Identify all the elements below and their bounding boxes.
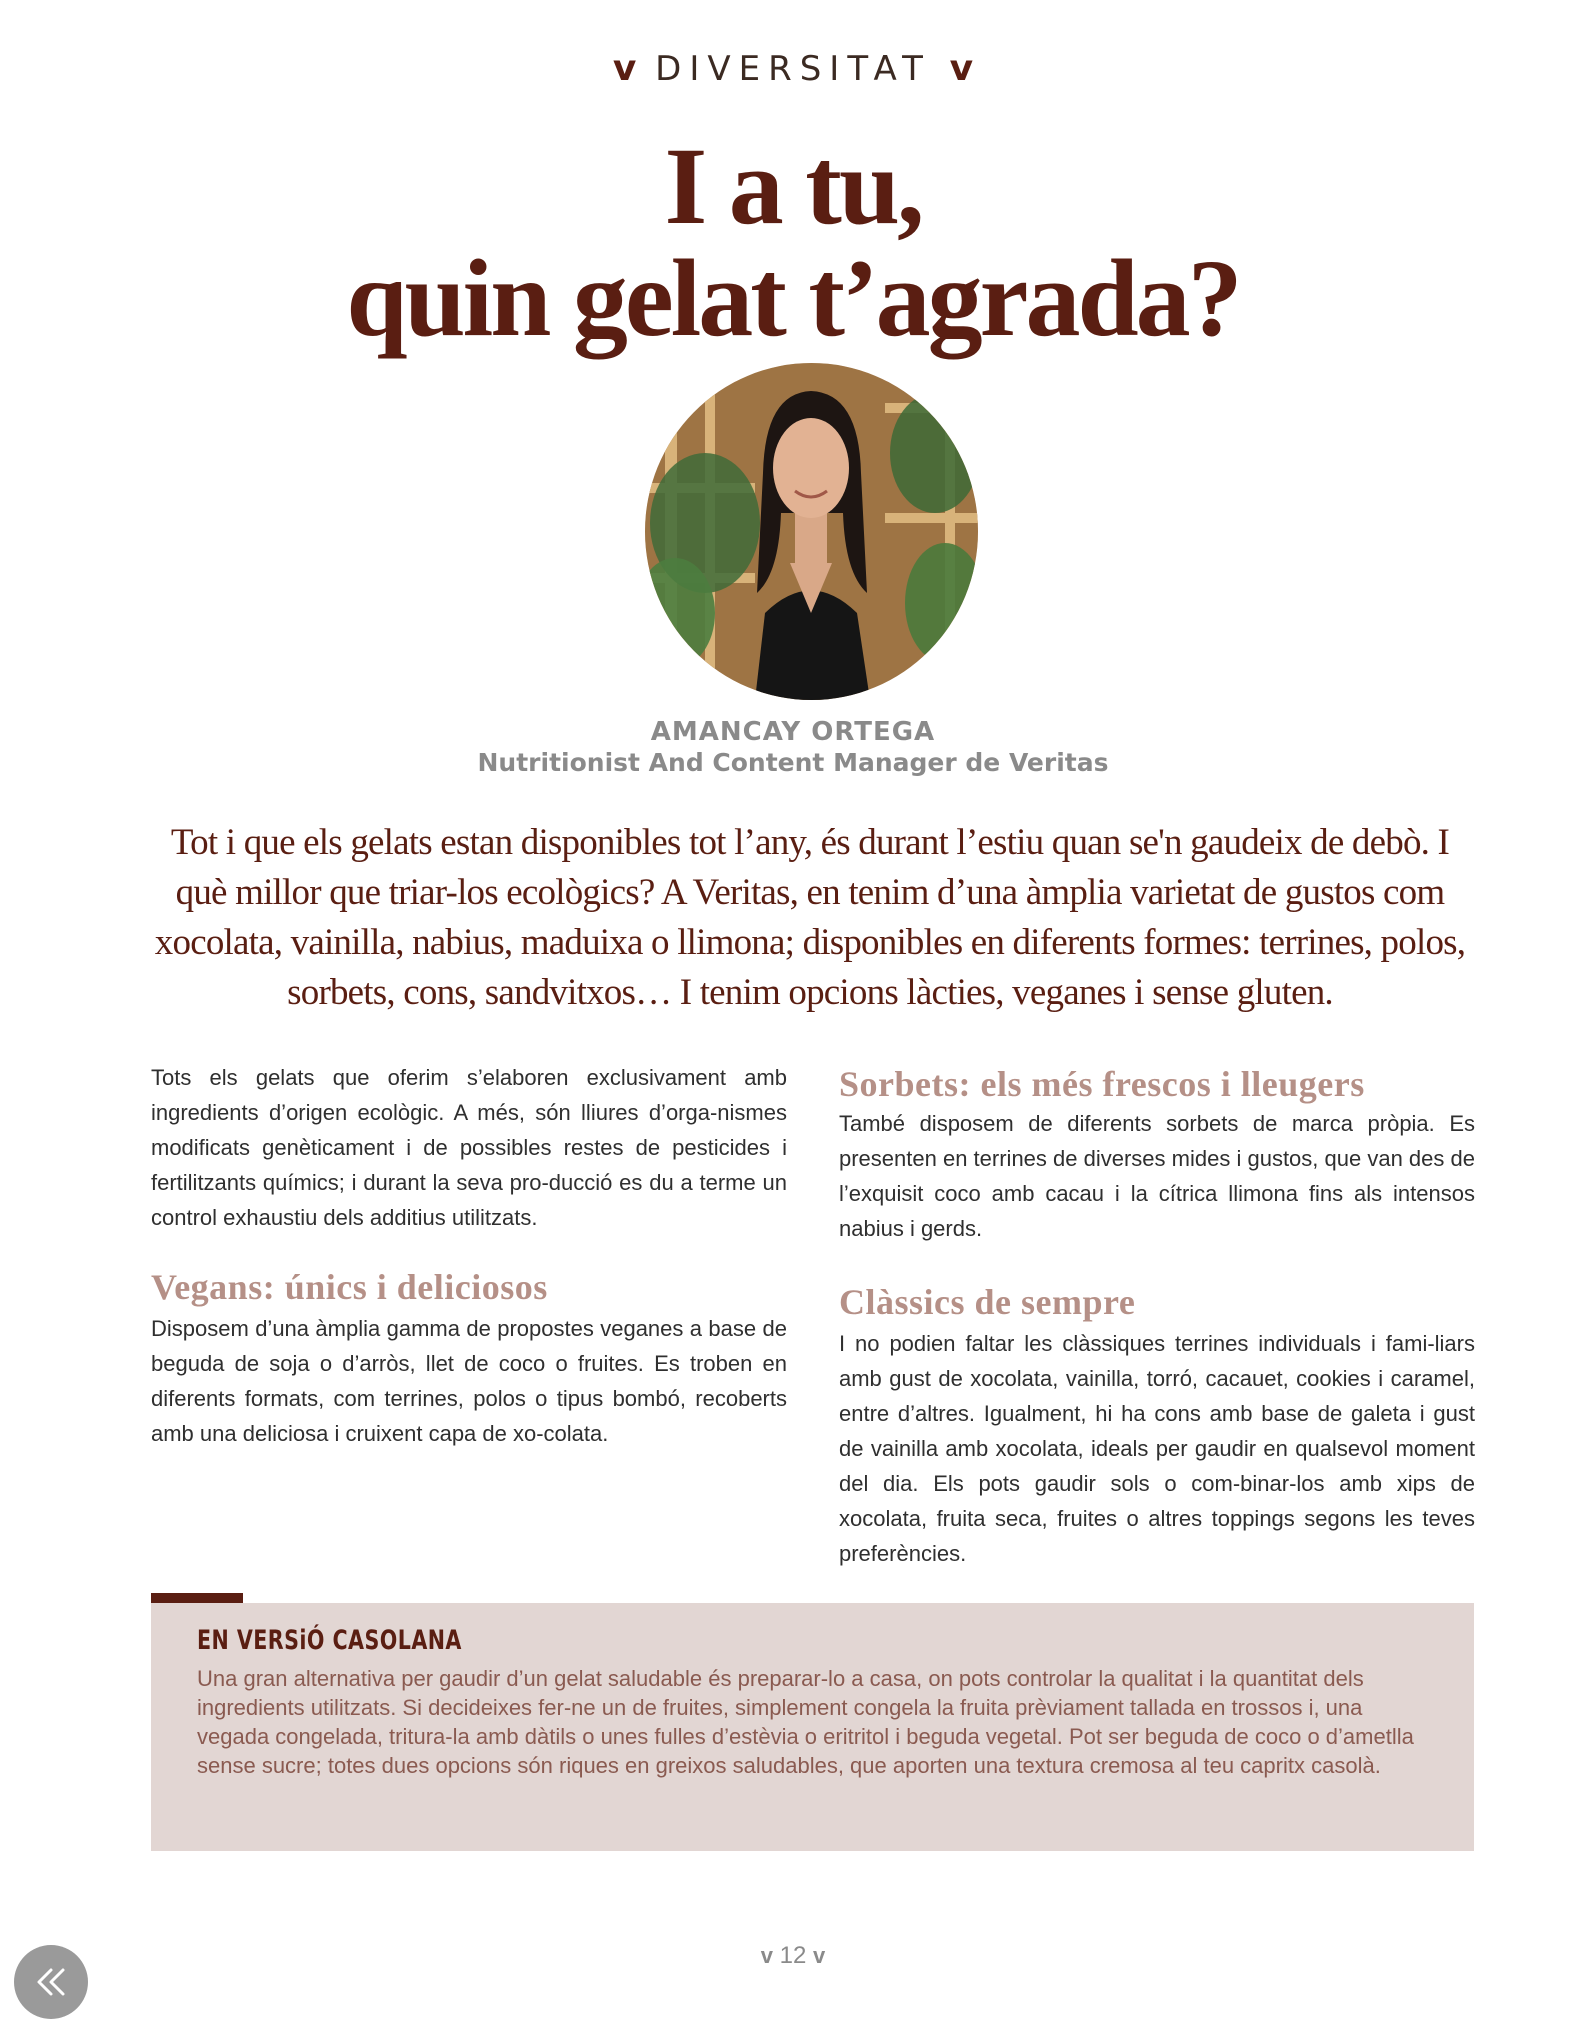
page-number-value: 12 [779, 1942, 807, 1969]
box-title: EN VERSiÓ CASOLANA [197, 1625, 462, 1656]
left-paragraph-1: Tots els gelats que oferim s’elaboren exclusivament amb ingredients d’origen ecològic. A més, són lliures d’orga-nismes modificats genèticament i de possibles restes de pesticides i fertilitzants químics; i durant la seva pro-ducció es du a terme un control exhaustiu dels additius utilitzats. [151, 1065, 787, 1230]
right-column [839, 1062, 1475, 1571]
author-name: AMANCAY ORTEGA [650, 717, 936, 747]
left-column [151, 1060, 787, 1451]
classics-heading: Clàssics de sempre [839, 1282, 1136, 1322]
section-label [0, 48, 1586, 89]
section-title: DIVERSITAT [655, 49, 931, 89]
double-chevron-left-icon [31, 1962, 71, 2002]
page-v-left: v [760, 1943, 773, 1968]
v-mark-right: v [949, 48, 974, 89]
box-accent-bar [151, 1593, 243, 1603]
right-paragraph-2: I no podien faltar les clàssiques terrines individuals i fami-liars amb gust de xocolata, vainilla, torró, cacauet, cookies i caramel, entre d’altres. Igualment, hi ha cons amb base de galeta i gust de vainilla amb xocolata, ideals per gaudir en qualsevol moment del dia. Els pots gaudir sols o com-binar-los amb xips de xocolata, fruita seca, fruites o altres toppings segons les teves preferències. [839, 1331, 1475, 1566]
sorbets-heading: Sorbets: els més frescos i lleugers [839, 1064, 1365, 1104]
vegans-heading: Vegans: únics i deliciosos [151, 1267, 548, 1307]
box-body: Una gran alternativa per gaudir d’un gelat saludable és preparar-lo a casa, on pots controlar la qualitat i la quantitat dels ingredients utilitzats. Si decideixes fer-ne un de fruites, simplement congela la fruita prèviament tallada en trossos i, una vegada congelada, tritura-la amb dàtils o unes fulles d’estèvia o eritritol i beguda vegetal. Pot ser beguda de coco o d’ametlla sense sucre; totes dues opcions són riques en greixos saludables, que aporten una textura cremosa al teu capritx casolà. [197, 1666, 1414, 1778]
author-caption [0, 716, 1586, 778]
author-portrait [645, 363, 978, 700]
page-number [0, 1942, 1586, 1970]
right-paragraph-1: També disposem de diferents sorbets de marca pròpia. Es presenten en terrines de diverses mides i gustos, que van des de l’exquisit coco amb cacau i la cítrica llimona fins als intensos nabius i gerds. [839, 1111, 1475, 1241]
author-role: Nutritionist And Content Manager de Veritas [477, 748, 1109, 777]
headline-line-1: I a tu, [664, 125, 922, 247]
intro-paragraph: Tot i que els gelats estan disponibles tot l’any, és durant l’estiu quan se'n gaudeix de debò. I què millor que triar-los ecològics? A Veritas, en tenim d’una àmplia varietat de gustos com xocolata, vainilla, nabius, maduixa o llimona; disponibles en diferents formes: terrines, polos, sorbets, cons, sandvitxos… I tenim opcions làcties, veganes i sense gluten. [154, 822, 1466, 1013]
homemade-box [151, 1603, 1474, 1851]
headline-line-2: quin gelat t’agrada? [346, 237, 1240, 359]
back-button[interactable] [14, 1945, 88, 2019]
headline [0, 125, 1586, 359]
portrait-illustration [645, 363, 978, 700]
left-paragraph-2: Disposem d’una àmplia gamma de propostes veganes a base de beguda de soja o d’arròs, llet de coco o fruites. Es troben en diferents formats, com terrines, polos o tipus bombó, recoberts amb una deliciosa i cruixent capa de xo-colata. [151, 1316, 787, 1446]
page-v-right: v [813, 1943, 826, 1968]
v-mark-left: v [612, 48, 637, 89]
